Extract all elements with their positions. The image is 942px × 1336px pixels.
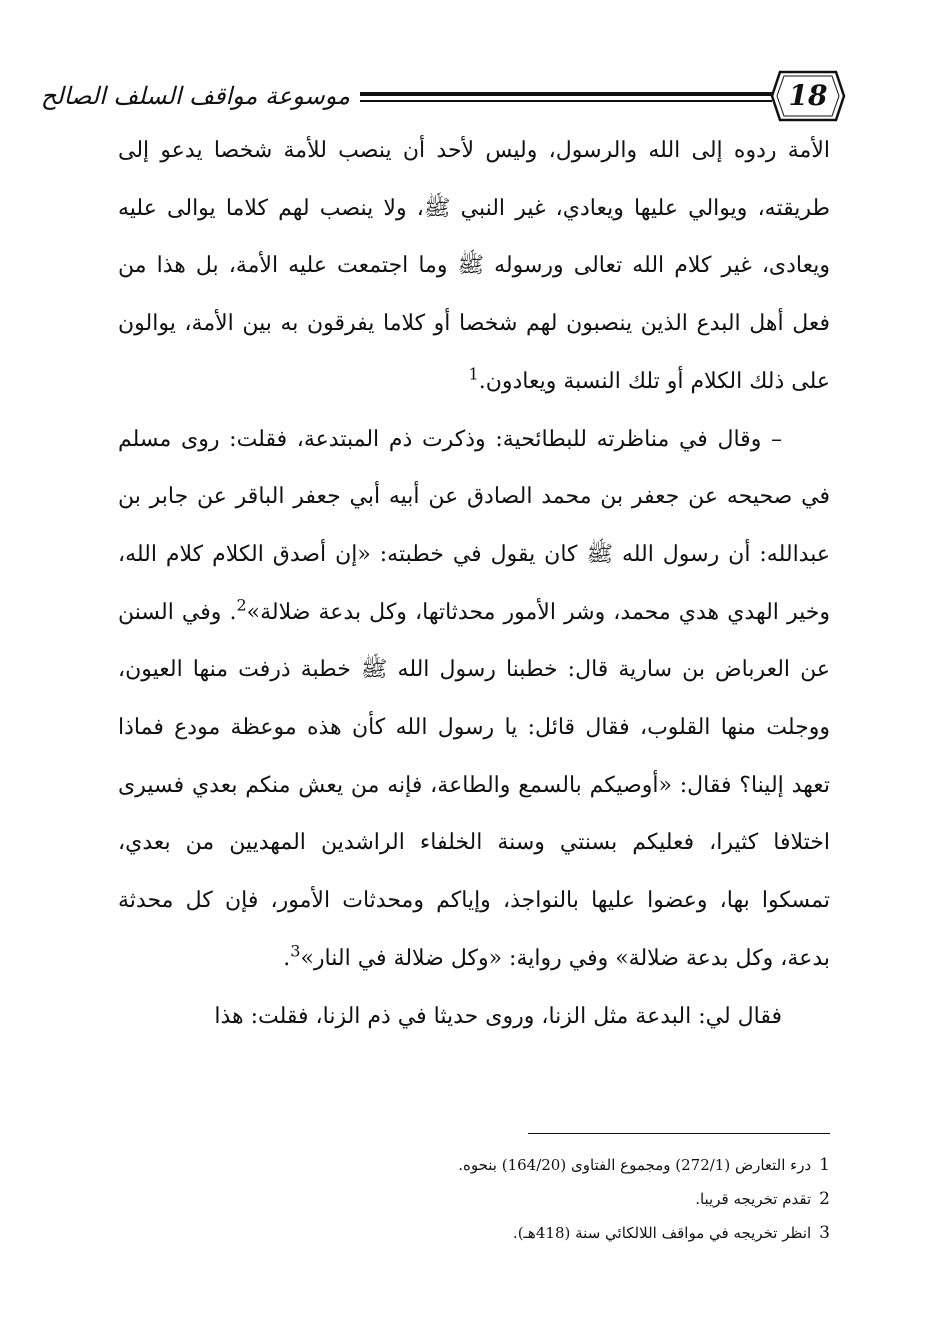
footnote-item	[360, 1148, 830, 1182]
page-body	[118, 122, 830, 1045]
page-header	[40, 70, 850, 130]
paragraph-1-text: الأمة ردوه إلى الله والرسول، وليس لأحد أن ينصب للأمة شخصا يدعو إلى طريقته، ويوالي عليها ويعادي، غير النبي ﷺ، ولا ينصب لهم كلاما يوالى عليه ويعادى، غير كلام الله تعالى ورسوله ﷺ وما اجتمعت عليه الأمة، بل هذا من فعل أهل البدع الذين ينصبون لهم شخصا أو كلاما يفرقون به بين الأمة، يوالون على ذلك الكلام أو تلك النسبة ويعادون.	[118, 138, 830, 394]
paragraph-1	[118, 122, 830, 411]
footnote-ref-3: 3	[290, 941, 301, 961]
footnote-text: درء التعارض (272/1) ومجموع الفتاوى (164/20) بنحوه.	[458, 1156, 812, 1174]
page-number-frame	[770, 70, 846, 122]
footnote-number: 3	[819, 1223, 830, 1243]
paragraph-3-text: فقال لي: البدعة مثل الزنا، وروى حديثا في ذم الزنا، فقلت: هذا	[214, 1003, 782, 1029]
page-number: 18	[788, 79, 828, 112]
paragraph-2-continuation: . وفي السنن عن العرباض بن سارية قال: خطبنا رسول الله ﷺ خطبة ذرفت منها العيون، ووجلت منها القلوب، فقال قائل: يا رسول الله كأن هذه موعظة مودع فماذا تعهد إلينا؟ فقال: «أوصيكم بالسمع والطاعة، فإنه من يعش منكم بعدي فسيرى اختلافا كثيرا، فعليكم بسنتي وسنة الخلفاء الراشدين المهديين من بعدي، تمسكوا بها، وعضوا عليها بالنواجذ، وإياكم ومحدثات الأمور، فإن كل محدثة بدعة، وكل بدعة ضلالة» وفي رواية: «وكل ضلالة في النار»	[118, 599, 830, 971]
book-title: موسوعة مواقف السلف الصالح	[40, 82, 350, 110]
footnote-number: 2	[819, 1189, 830, 1209]
footnote-text: انظر تخريجه في مواقف اللالكائي سنة (418هـ).	[512, 1224, 812, 1242]
paragraph-3	[118, 988, 830, 1046]
footnote-text: تقدم تخريجه قريبا.	[695, 1190, 812, 1208]
footnote-ref-2: 2	[236, 595, 247, 615]
footnote-item	[360, 1182, 830, 1216]
footnote-number: 1	[819, 1155, 830, 1175]
paragraph-2	[118, 411, 830, 988]
paragraph-2-end: .	[283, 945, 291, 971]
header-rule	[360, 92, 772, 102]
footnote-separator	[528, 1133, 830, 1134]
footnote-item	[360, 1216, 830, 1250]
paragraph-2-text: – وقال في مناظرته للبطائحية: وذكرت ذم المبتدعة، فقلت: روى مسلم في صحيحه عن جعفر بن محمد الصادق عن أبيه أبي جعفر الباقر عن جابر بن عبدالله: أن رسول الله ﷺ كان يقول في خطبته: «إن أصدق الكلام كلام الله، وخير الهدي هدي محمد، وشر الأمور محدثاتها، وكل بدعة ضلالة»	[118, 426, 830, 625]
footnotes	[360, 1148, 830, 1250]
footnote-ref-1: 1	[468, 364, 479, 384]
